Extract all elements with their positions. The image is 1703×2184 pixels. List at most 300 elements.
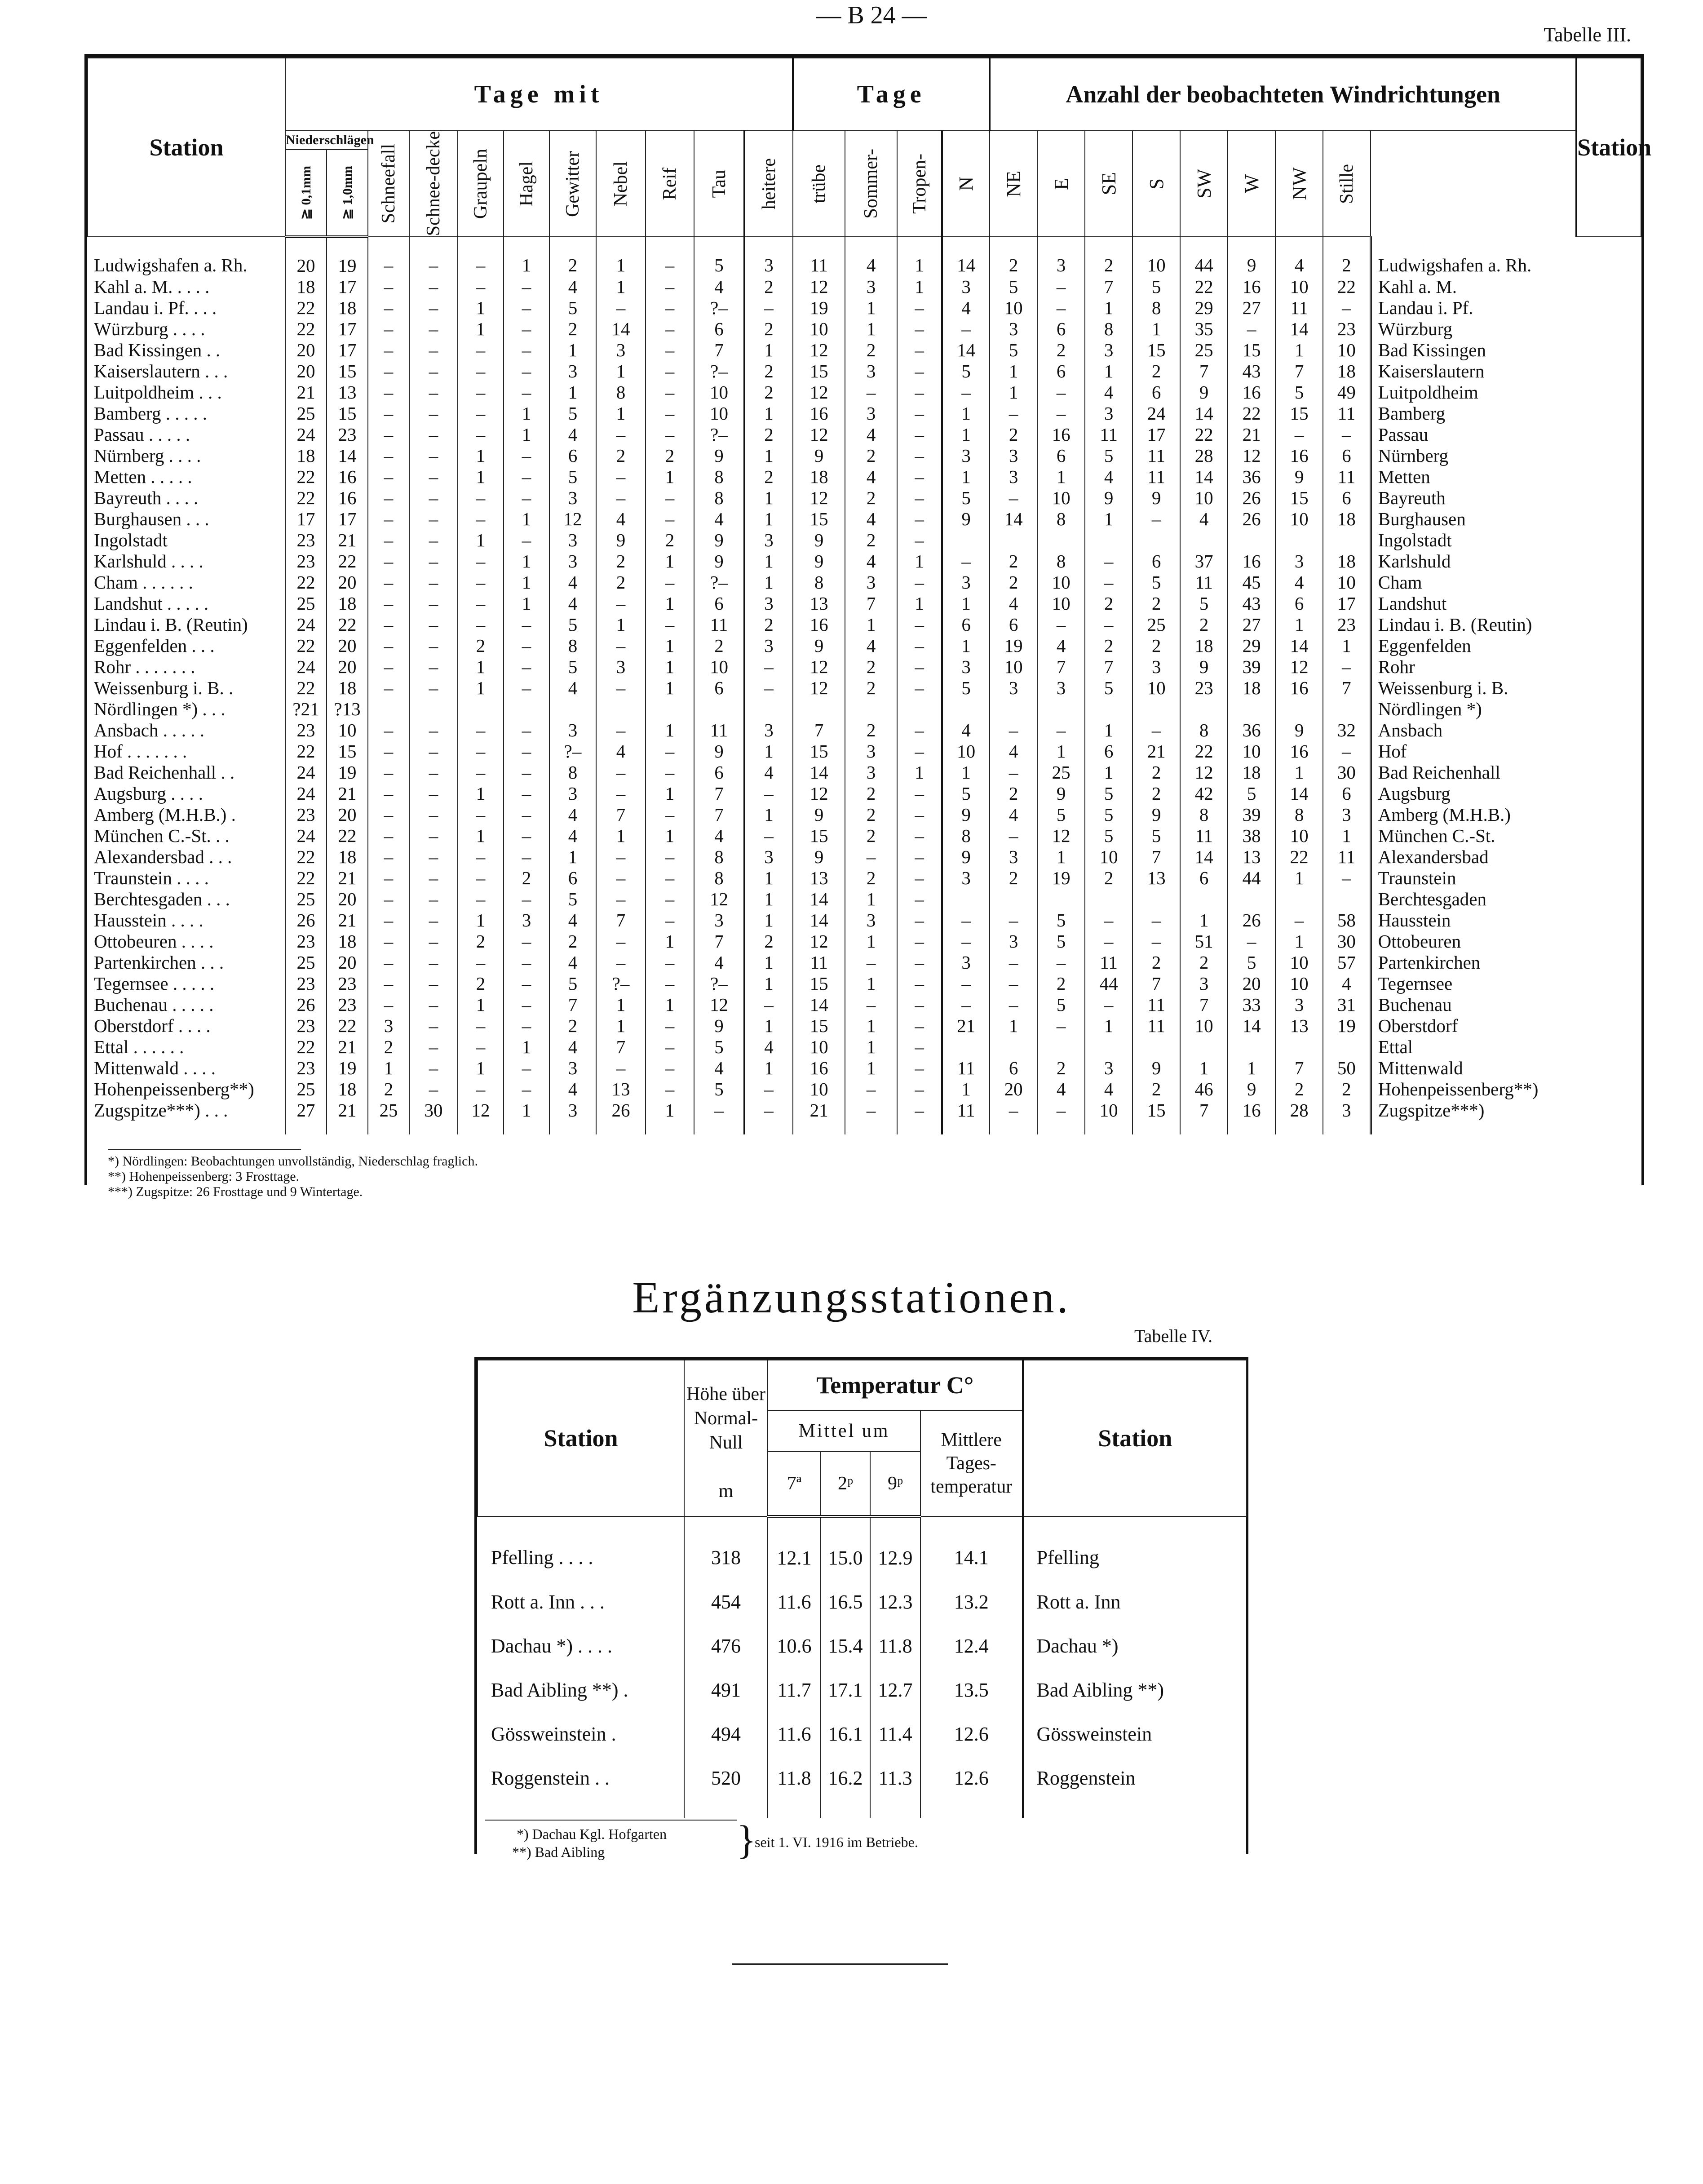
table-cell: 1 <box>1085 297 1132 319</box>
table-cell: 2 <box>1085 868 1132 889</box>
table-row <box>88 635 1641 656</box>
table-cell <box>1180 530 1228 551</box>
table-cell: 2 <box>1132 952 1180 973</box>
table-cell: 4 <box>990 804 1037 825</box>
table-cell: 16 <box>327 487 368 509</box>
table-cell: 35 <box>1180 319 1228 340</box>
table-cell: 12 <box>793 424 845 445</box>
table-cell: 4 <box>596 741 646 762</box>
table-cell: – <box>458 551 504 572</box>
station-name-right: Luitpoldheim <box>1371 382 1576 403</box>
gewitter-header: Gewitter <box>549 131 596 237</box>
table-cell: 12 <box>793 276 845 297</box>
station-name-right: Buchenau <box>1371 994 1576 1015</box>
station-name: Rott a. Inn . . . <box>491 1590 605 1613</box>
table-cell: 4 <box>549 424 596 445</box>
table-cell: 3 <box>942 656 990 678</box>
table-cell: 17 <box>1132 424 1180 445</box>
table-cell: – <box>458 804 504 825</box>
footnote-noerdlingen: *) Nördlingen: Beobachtungen unvollständig, Niederschlag fraglich. <box>108 1154 478 1169</box>
table-cell: 24 <box>285 656 327 678</box>
table-cell: 1 <box>596 403 646 424</box>
table-cell: 11 <box>1132 994 1180 1015</box>
table-row <box>88 340 1641 361</box>
station-name: Ettal . . . . . . <box>94 1037 184 1057</box>
table-cell: 10.6 <box>768 1624 821 1668</box>
table-cell: – <box>368 910 409 931</box>
table-cell: 6 <box>549 445 596 466</box>
table-cell: 15 <box>1132 1100 1180 1134</box>
station-name-right: Passau <box>1371 424 1576 445</box>
table-cell: 4 <box>845 466 897 487</box>
table-cell: – <box>504 825 549 846</box>
table-cell: – <box>897 424 942 445</box>
table-row <box>88 678 1641 699</box>
table-cell: 3 <box>549 720 596 741</box>
table-cell: 23 <box>285 804 327 825</box>
table-cell: 22 <box>1180 424 1228 445</box>
table-cell: 11 <box>1323 846 1371 868</box>
table-cell: 1 <box>1275 931 1323 952</box>
sommer-header: Sommer- <box>845 131 897 237</box>
table-cell: 17 <box>285 509 327 530</box>
table-cell <box>1275 699 1323 720</box>
table-cell: – <box>897 741 942 762</box>
table-cell: – <box>942 910 990 931</box>
table-cell: 11.8 <box>768 1756 821 1818</box>
table-cell: – <box>368 931 409 952</box>
table-cell: – <box>368 846 409 868</box>
table-cell: 2 <box>744 361 793 382</box>
station-name-right: Berchtesgaden <box>1371 889 1576 910</box>
table-cell: 11 <box>1085 952 1132 973</box>
table-cell: 1 <box>744 487 793 509</box>
table-cell: 23 <box>285 530 327 551</box>
table-cell: 17 <box>327 276 368 297</box>
table-row <box>88 1037 1641 1058</box>
table-cell: 9 <box>793 530 845 551</box>
table-cell: 51 <box>1180 931 1228 952</box>
table-cell: 14 <box>1275 635 1323 656</box>
table-cell <box>1037 699 1085 720</box>
table-cell: 4 <box>744 1037 793 1058</box>
table-cell: 5 <box>549 889 596 910</box>
table-cell: 2 <box>549 1015 596 1037</box>
table-cell: – <box>409 889 458 910</box>
table-cell: 19 <box>1323 1015 1371 1037</box>
table-cell: 20 <box>285 237 327 276</box>
table-cell: 1 <box>458 910 504 931</box>
table-cell: ?21 <box>285 699 327 720</box>
table-cell: 2 <box>596 445 646 466</box>
table-row <box>478 1712 1247 1756</box>
table-cell: 1 <box>942 466 990 487</box>
table-cell: – <box>368 237 409 276</box>
table-cell: – <box>942 319 990 340</box>
table-cell: 5 <box>942 783 990 804</box>
table-cell: – <box>368 593 409 614</box>
table-cell: 10 <box>1275 952 1323 973</box>
table-cell: 1 <box>942 635 990 656</box>
table-row <box>88 551 1641 572</box>
station-name: Traunstein . . . . <box>94 868 209 888</box>
table-cell: 21 <box>327 530 368 551</box>
table-cell: 10 <box>1132 237 1180 276</box>
table-cell: 2 <box>744 319 793 340</box>
table-cell: – <box>458 340 504 361</box>
table-cell: – <box>646 1079 694 1100</box>
wind-nw-header: NW <box>1275 131 1323 237</box>
table-cell: 1 <box>458 445 504 466</box>
table-cell: 2 <box>1037 973 1085 994</box>
table-cell: 10 <box>1275 825 1323 846</box>
table-cell: – <box>990 762 1037 783</box>
table-cell: 7 <box>1180 361 1228 382</box>
table-cell: – <box>990 403 1037 424</box>
table-cell: – <box>409 635 458 656</box>
station-name: Landshut . . . . . <box>94 593 209 614</box>
table-cell: 7 <box>694 931 744 952</box>
table-cell: 3 <box>744 720 793 741</box>
table-cell: 25 <box>368 1100 409 1134</box>
table-cell: 2 <box>549 237 596 276</box>
table-cell: 3 <box>845 741 897 762</box>
table-cell: – <box>897 1058 942 1079</box>
table-cell: 4 <box>694 1058 744 1079</box>
table-cell: 28 <box>1180 445 1228 466</box>
table-cell: 2 <box>744 931 793 952</box>
table-cell: ?– <box>549 741 596 762</box>
table-cell: – <box>1132 931 1180 952</box>
station-name-right: Amberg (M.H.B.) <box>1371 804 1576 825</box>
table-cell: 16 <box>1228 1100 1275 1134</box>
table-cell: 1 <box>458 466 504 487</box>
table-cell: 38 <box>1228 825 1275 846</box>
table-cell: 3 <box>1085 1058 1132 1079</box>
table-cell: – <box>368 868 409 889</box>
table-cell: 12.1 <box>768 1516 821 1580</box>
table-cell: – <box>458 1037 504 1058</box>
table-cell: ?– <box>694 424 744 445</box>
table-cell: 1 <box>845 1058 897 1079</box>
table-cell: – <box>409 656 458 678</box>
table-cell: – <box>1085 551 1132 572</box>
table-cell: 11 <box>694 720 744 741</box>
table-cell: 5 <box>549 656 596 678</box>
table-cell: – <box>646 487 694 509</box>
table-cell: ?13 <box>327 699 368 720</box>
station-name-right: Ettal <box>1371 1037 1576 1058</box>
table-cell: 4 <box>694 509 744 530</box>
table-cell: 14.1 <box>920 1516 1023 1580</box>
table-cell: 2 <box>458 931 504 952</box>
niederschlag-10-header: ≧ 1,0mm <box>327 150 368 237</box>
station-name-right: Weissenburg i. B. <box>1371 678 1576 699</box>
table-cell: 1 <box>1228 1058 1275 1079</box>
station-name-right: Lindau i. B. (Reutin) <box>1371 614 1576 635</box>
station-name: Hof . . . . . . . <box>94 741 187 762</box>
table-cell: 3 <box>1085 403 1132 424</box>
table-cell: 2 <box>845 868 897 889</box>
table-row <box>88 825 1641 846</box>
table-cell <box>1180 699 1228 720</box>
table-cell: 1 <box>990 1015 1037 1037</box>
table-cell: 21 <box>327 910 368 931</box>
table-cell: 2 <box>368 1037 409 1058</box>
table-cell: – <box>990 952 1037 973</box>
table-cell: 3 <box>549 361 596 382</box>
table-cell: 25 <box>285 952 327 973</box>
table-cell: 8 <box>793 572 845 593</box>
table-cell <box>990 530 1037 551</box>
table-cell: 21 <box>1132 741 1180 762</box>
table-cell: 27 <box>1228 614 1275 635</box>
table-cell <box>1037 889 1085 910</box>
table-cell: – <box>1037 276 1085 297</box>
table-cell: 7 <box>1323 678 1371 699</box>
table-cell: 57 <box>1323 952 1371 973</box>
table-cell: – <box>409 973 458 994</box>
table-cell: 4 <box>990 593 1037 614</box>
table-cell: 18 <box>1323 509 1371 530</box>
table-row <box>88 994 1641 1015</box>
station-name: Kaiserslautern . . . <box>94 361 228 381</box>
station-name-right: Dachau *) <box>1023 1624 1247 1668</box>
table-cell: 9 <box>793 804 845 825</box>
table-cell: 1 <box>646 994 694 1015</box>
wind-s-header: S <box>1132 131 1180 237</box>
table-cell: – <box>596 889 646 910</box>
table-cell: 3 <box>845 572 897 593</box>
table-cell: 43 <box>1228 361 1275 382</box>
table-row <box>88 1058 1641 1079</box>
table-cell: – <box>409 952 458 973</box>
table-cell: 4 <box>549 910 596 931</box>
table-row <box>88 445 1641 466</box>
table-cell: – <box>990 994 1037 1015</box>
table-cell: 13.5 <box>920 1668 1023 1712</box>
table-cell: 10 <box>1037 593 1085 614</box>
table-cell: – <box>897 466 942 487</box>
table-cell: 15 <box>793 361 845 382</box>
table-cell: – <box>368 487 409 509</box>
table-cell: 1 <box>744 868 793 889</box>
hoehe-header: Höhe über Normal-Null m <box>684 1360 768 1516</box>
table-cell: 12.6 <box>920 1712 1023 1756</box>
table-cell: 28 <box>1275 1100 1323 1134</box>
table-cell: – <box>897 994 942 1015</box>
table-cell: 19 <box>793 297 845 319</box>
table-cell: – <box>845 1100 897 1134</box>
table-cell: 3 <box>990 466 1037 487</box>
table-cell: 14 <box>1180 466 1228 487</box>
table-cell: – <box>897 825 942 846</box>
table-cell: 1 <box>845 1015 897 1037</box>
table-cell: 2 <box>646 445 694 466</box>
table-cell: – <box>1037 297 1085 319</box>
table-cell: 10 <box>1275 509 1323 530</box>
table-cell: 1 <box>744 952 793 973</box>
table-cell: 22 <box>327 1015 368 1037</box>
table-cell: – <box>646 973 694 994</box>
station-name-right: Oberstdorf <box>1371 1015 1576 1037</box>
table-cell: – <box>504 762 549 783</box>
table-cell: – <box>646 614 694 635</box>
table-cell: 1 <box>504 1037 549 1058</box>
table-cell: 12 <box>793 931 845 952</box>
table4-frame <box>474 1357 1248 1854</box>
table-cell: – <box>942 973 990 994</box>
station-name: Bamberg . . . . . <box>94 403 208 424</box>
table3-frame <box>84 54 1652 1185</box>
table-cell: 2 <box>990 783 1037 804</box>
table-cell: – <box>646 1058 694 1079</box>
table-cell: 9 <box>694 1015 744 1037</box>
table-cell: 16 <box>793 614 845 635</box>
t4-station-header-right: Station <box>1023 1360 1247 1516</box>
table-cell <box>1323 889 1371 910</box>
table-cell: 10 <box>327 720 368 741</box>
station-name: Ingolstadt <box>94 530 168 550</box>
table-cell: 9 <box>1132 804 1180 825</box>
table-cell: 29 <box>1228 635 1275 656</box>
table-cell: – <box>897 1015 942 1037</box>
table-cell: 25 <box>285 1079 327 1100</box>
table-cell: 1 <box>897 276 942 297</box>
table-cell: 9 <box>1228 237 1275 276</box>
table-cell: 10 <box>694 382 744 403</box>
table-cell: – <box>368 952 409 973</box>
table-cell: 15 <box>327 403 368 424</box>
table-cell: – <box>646 340 694 361</box>
table-cell: 3 <box>1275 551 1323 572</box>
table-row <box>88 509 1641 530</box>
table-cell: 2 <box>744 614 793 635</box>
wind-w-header: W <box>1228 131 1275 237</box>
table-cell: 10 <box>1085 1100 1132 1134</box>
table-cell: 10 <box>1275 973 1323 994</box>
table-cell: 16.1 <box>821 1712 870 1756</box>
table-cell: 42 <box>1180 783 1228 804</box>
table-cell: 10 <box>1275 276 1323 297</box>
table-cell: 6 <box>1132 551 1180 572</box>
table-cell: 9 <box>1275 720 1323 741</box>
table-cell: – <box>504 466 549 487</box>
table-cell: 3 <box>549 1100 596 1134</box>
table-cell: 3 <box>744 237 793 276</box>
table-cell: 21 <box>327 868 368 889</box>
footnote4-rule <box>485 1820 737 1821</box>
table-cell: ?– <box>694 572 744 593</box>
table-cell: 2 <box>1085 593 1132 614</box>
heitere-header: heitere <box>744 131 793 237</box>
table-cell: 2 <box>1275 1079 1323 1100</box>
table-cell: – <box>504 276 549 297</box>
table-cell: 2 <box>596 551 646 572</box>
table-cell <box>793 699 845 720</box>
table-cell: 8 <box>549 762 596 783</box>
table-cell: 3 <box>1085 340 1132 361</box>
table-cell: 5 <box>1132 572 1180 593</box>
table-cell: 5 <box>1228 783 1275 804</box>
table-cell: – <box>596 635 646 656</box>
table-row <box>88 846 1641 868</box>
table-cell: 15 <box>1275 487 1323 509</box>
table-cell: 23 <box>327 973 368 994</box>
schneedecke-header: Schnee-decke <box>409 131 458 237</box>
table-cell: 9 <box>694 551 744 572</box>
table-cell <box>1323 1037 1371 1058</box>
table-cell: – <box>1085 994 1132 1015</box>
table-cell: 1 <box>845 973 897 994</box>
truebe-header: trübe <box>793 131 845 237</box>
table-cell: 1 <box>646 931 694 952</box>
table-cell: 6 <box>1037 445 1085 466</box>
table-cell <box>1085 889 1132 910</box>
table-cell: – <box>458 1015 504 1037</box>
table-cell: – <box>368 635 409 656</box>
niederschlaegen-header: Niederschlägen <box>285 131 368 150</box>
table-cell: – <box>897 361 942 382</box>
table-cell <box>694 699 744 720</box>
table-cell: – <box>504 931 549 952</box>
table-cell: – <box>458 276 504 297</box>
table-cell: – <box>646 741 694 762</box>
table-cell: 5 <box>1132 276 1180 297</box>
table-cell: – <box>1037 614 1085 635</box>
table-cell: 1 <box>1085 361 1132 382</box>
table-cell: 16 <box>1037 424 1085 445</box>
table-cell: 5 <box>549 466 596 487</box>
hour-7-header: 7ª <box>768 1452 821 1516</box>
table-cell: 1 <box>845 889 897 910</box>
table-cell: 22 <box>285 297 327 319</box>
table-cell: 5 <box>1228 952 1275 973</box>
station-name: Gössweinstein . <box>491 1723 616 1745</box>
table-cell: 14 <box>793 910 845 931</box>
table-cell: 18 <box>1228 762 1275 783</box>
table-cell: – <box>368 762 409 783</box>
table-cell: 3 <box>744 593 793 614</box>
table-cell: – <box>897 720 942 741</box>
table-cell: 20 <box>327 804 368 825</box>
table-cell: – <box>368 783 409 804</box>
table-cell: 1 <box>596 614 646 635</box>
table-cell: 26 <box>1228 509 1275 530</box>
table-cell <box>1037 530 1085 551</box>
table-cell: – <box>409 276 458 297</box>
table-cell: 11 <box>1275 297 1323 319</box>
table-cell: 6 <box>1180 868 1228 889</box>
table-cell: 58 <box>1323 910 1371 931</box>
table-cell: – <box>646 509 694 530</box>
table-cell: 1 <box>549 340 596 361</box>
station-name-right: Alexandersbad <box>1371 846 1576 868</box>
table-cell: 1 <box>646 1100 694 1134</box>
table-cell: 50 <box>1323 1058 1371 1079</box>
station-name: Buchenau . . . . . <box>94 994 214 1015</box>
table-cell: – <box>1132 509 1180 530</box>
table-cell: 12 <box>1228 445 1275 466</box>
table-cell: 20 <box>327 656 368 678</box>
table-cell: – <box>409 487 458 509</box>
table-cell: 10 <box>990 656 1037 678</box>
table-cell: 2 <box>549 319 596 340</box>
table-cell <box>990 1037 1037 1058</box>
table-cell: 1 <box>646 825 694 846</box>
table-cell <box>942 889 990 910</box>
table-cell: – <box>942 551 990 572</box>
